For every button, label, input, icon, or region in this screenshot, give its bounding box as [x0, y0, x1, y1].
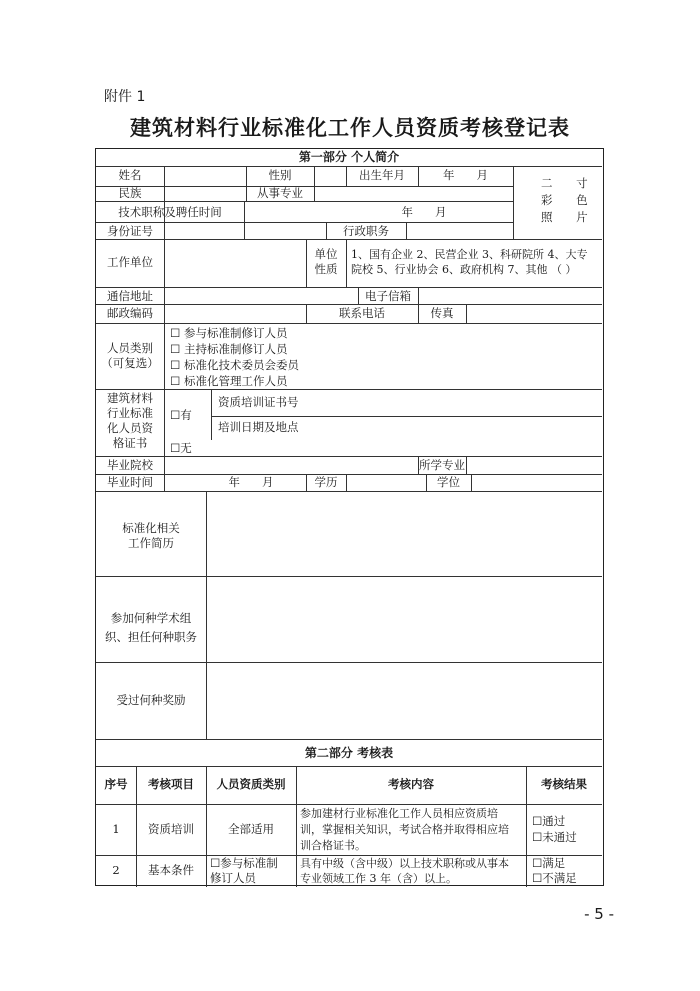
page-number: - 5 - [584, 905, 614, 923]
unit-nature-label: 单位 性质 [314, 247, 338, 276]
result-pass-checkbox[interactable]: ☐通过 [532, 814, 566, 828]
grad-ym: 年 月 [228, 475, 274, 489]
major-label: 所学专业 [419, 458, 465, 472]
col-item: 考核项目 [148, 777, 194, 791]
fax-label: 传真 [430, 306, 454, 320]
gender-label: 性别 [268, 168, 292, 182]
table-row-content: 具有中级（含中级）以上技术职称或从事本 专业领域工作 3 年（含）以上。 [300, 857, 509, 885]
grad-time-label: 毕业时间 [107, 475, 153, 489]
result-satisfy-checkbox[interactable]: ☐满足 [532, 856, 566, 870]
part2-heading: 第二部分 考核表 [304, 746, 394, 760]
col-result: 考核结果 [541, 777, 587, 791]
school-label: 毕业院校 [107, 458, 153, 472]
category-options[interactable] [170, 325, 299, 389]
awards-label: 受过何种奖励 [116, 693, 186, 707]
ethnicity-label: 民族 [118, 186, 142, 200]
col-no: 序号 [104, 777, 128, 791]
attachment-label: 附件 1 [104, 89, 146, 105]
cert-number-label: 资质培训证书号 [218, 395, 299, 409]
table-row-category: 全部适用 [228, 822, 274, 836]
cert-yes-checkbox[interactable]: ☐有 [170, 408, 192, 422]
birth-label: 出生年月 [359, 168, 405, 182]
part1-heading: 第一部分 个人简介 [298, 150, 400, 164]
degree-label: 学位 [437, 475, 460, 489]
result-fail-checkbox[interactable]: ☐未通过 [532, 830, 577, 844]
table-row-result[interactable] [532, 856, 577, 886]
category-option[interactable]: ☐ 参与标准制修订人员 [170, 326, 288, 340]
id-number-label: 身份证号 [107, 224, 153, 238]
name-label: 姓名 [118, 168, 142, 182]
title-ym: 年 月 [401, 205, 447, 219]
unit-nature-options: 1、国有企业 2、民营企业 3、科研院所 4、大专 院校 5、行业协会 6、政府机构 7、其他 （ ） [351, 248, 588, 276]
academic-label: 参加何种学术组 织、担任何种职务 [105, 611, 197, 644]
postcode-label: 邮政编码 [107, 306, 153, 320]
registration-form-table [95, 148, 604, 886]
cert-no-checkbox[interactable]: ☐无 [170, 441, 192, 455]
table-row-item: 资质培训 [148, 822, 194, 836]
col-content: 考核内容 [388, 777, 434, 791]
education-label: 学历 [314, 475, 338, 489]
admin-post-label: 行政职务 [343, 224, 389, 238]
work-history-label: 标准化相关 工作简历 [122, 521, 180, 550]
result-not-satisfy-checkbox[interactable]: ☐不满足 [532, 871, 577, 885]
address-label: 通信地址 [107, 289, 153, 303]
table-row-category[interactable]: ☐参与标准制 修订人员 [210, 856, 278, 885]
title-time-label: 技术职称及聘任时间 [118, 205, 222, 219]
col-category: 人员资质类别 [216, 777, 286, 791]
category-label: 人员类别 （可复选） [101, 341, 159, 370]
category-option[interactable]: ☐ 主持标准制修订人员 [170, 342, 288, 356]
table-row-result[interactable] [532, 813, 577, 845]
phone-label: 联系电话 [339, 306, 385, 320]
table-row-no: 2 [112, 863, 120, 877]
form-title: 建筑材料行业标准化工作人员资质考核登记表 [130, 115, 570, 140]
category-option[interactable]: ☐ 标准化技术委员会委员 [170, 358, 299, 372]
specialty-label: 从事专业 [257, 186, 303, 200]
table-row-item: 基本条件 [148, 863, 194, 877]
table-row-no: 1 [112, 822, 120, 836]
certificate-label: 建筑材料 行业标准 化人员资 格证书 [107, 391, 153, 450]
category-option[interactable]: ☐ 标准化管理工作人员 [170, 374, 288, 388]
table-row-content: 参加建材行业标准化工作人员相应资质培 训，掌握相关知识，考试合格并取得相应培 训合格证书。 [300, 807, 509, 852]
birth-ym: 年 月 [443, 168, 488, 182]
email-label: 电子信箱 [365, 289, 411, 303]
employer-label: 工作单位 [107, 255, 153, 269]
photo-placeholder: 二 寸 彩 色 照 片 [541, 176, 598, 224]
cert-date-place-label: 培训日期及地点 [218, 420, 299, 434]
